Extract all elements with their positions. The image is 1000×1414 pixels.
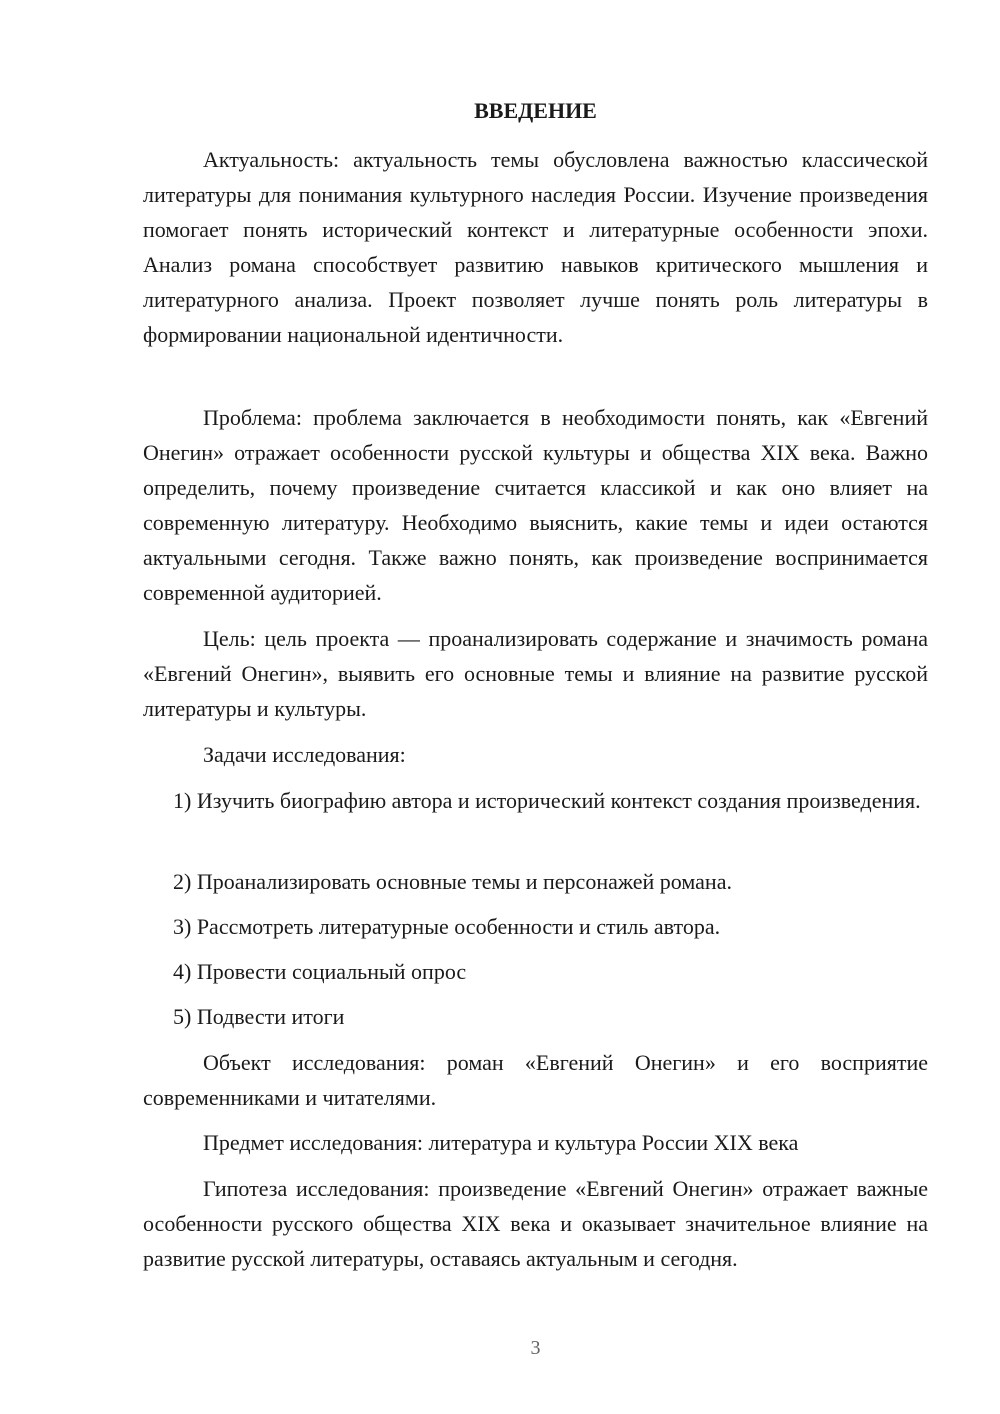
subject-paragraph: Предмет исследования: литература и культура России XIX века [203,1130,799,1155]
relevance-paragraph: Актуальность: актуальность темы обусловлена важностью классической литературы для понимания культурного наследия России. Изучение произведения помогает понять исторический контекст и литературные особенности эпохи. Анализ романа способствует развитию навыков критического мышления и литературного анализа. Проект позволяет лучше понять роль литературы в формировании национальной идентичности. [143,147,928,347]
task-item-2: 2) Проанализировать основные темы и персонажей романа. [173,869,732,894]
goal-paragraph: Цель: цель проекта — проанализировать содержание и значимость романа «Евгений Онегин», выявить его основные темы и влияние на развитие русской литературы и культуры. [143,626,928,721]
tasks-heading: Задачи исследования: [203,742,406,767]
object-paragraph: Объект исследования: роман «Евгений Онегин» и его восприятие современниками и читателями. [143,1050,928,1110]
task-item-3: 3) Рассмотреть литературные особенности и стиль автора. [173,914,721,939]
task-item-1: 1) Изучить биографию автора и исторический контекст создания произведения. [173,788,921,813]
hypothesis-paragraph: Гипотеза исследования: произведение «Евгений Онегин» отражает важные особенности русского общества XIX века и оказывает значительное влияние на развитие русской литературы, оставаясь актуальным и сегодня. [143,1176,928,1271]
section-heading: ВВЕДЕНИЕ [474,98,597,123]
task-item-5: 5) Подвести итоги [173,1004,345,1029]
task-item-4: 4) Провести социальный опрос [173,959,467,984]
problem-paragraph: Проблема: проблема заключается в необходимости понять, как «Евгений Онегин» отражает особенности русской культуры и общества XIX века. Важно определить, почему произведение считается классикой и как оно влияет на современную литературу. Необходимо выяснить, какие темы и идеи остаются актуальными сегодня. Также важно понять, как произведение воспринимается современной аудиторией. [143,405,928,605]
page-number: 3 [530,1337,541,1359]
